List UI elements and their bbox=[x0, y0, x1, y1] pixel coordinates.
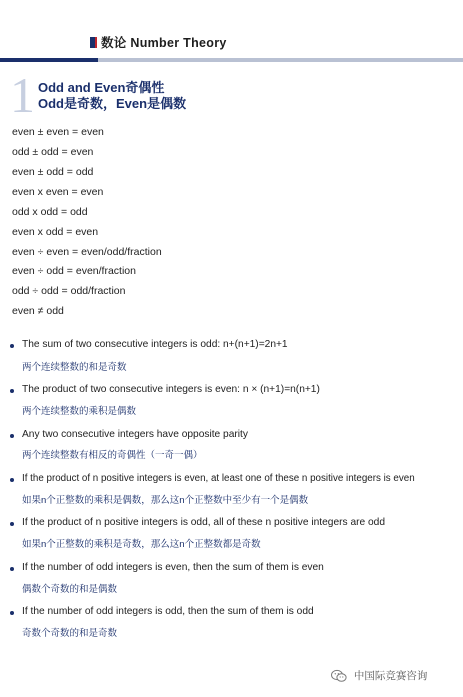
page-title: 数论 Number Theory bbox=[101, 36, 227, 50]
rule-line: odd x odd = odd bbox=[12, 206, 88, 218]
rule-line: odd ± odd = even bbox=[12, 146, 94, 158]
fact-chinese: 两个连续整数有相反的奇偶性（一奇一偶） bbox=[22, 450, 203, 461]
bullet-dot bbox=[10, 567, 14, 571]
rule-line: even ÷ odd = even/fraction bbox=[12, 265, 136, 277]
bullet-dot bbox=[10, 389, 14, 393]
fact-english: If the product of n positive integers is even, at least one of these n positive integers is even bbox=[22, 473, 415, 484]
fact-english: The sum of two consecutive integers is odd: n+(n+1)=2n+1 bbox=[22, 339, 288, 350]
fact-chinese: 两个连续整数的和是奇数 bbox=[22, 362, 127, 373]
section-title-chinese: Odd是奇数，Even是偶数 bbox=[38, 96, 187, 111]
bullet-dot bbox=[10, 478, 14, 482]
fact-english: The product of two consecutive integers is even: n × (n+1)=n(n+1) bbox=[22, 384, 320, 395]
section-number: 1 bbox=[10, 67, 35, 123]
header-rule-dark bbox=[0, 58, 98, 62]
rule-line: odd ÷ odd = odd/fraction bbox=[12, 285, 126, 297]
rule-line: even ± even = even bbox=[12, 126, 104, 138]
fact-chinese: 偶数个奇数的和是偶数 bbox=[22, 584, 118, 595]
header-mark-red bbox=[95, 37, 97, 48]
fact-chinese: 两个连续整数的乘积是偶数 bbox=[22, 406, 137, 417]
footer-text: 中国际竞赛咨询 bbox=[353, 670, 428, 682]
bullet-dot bbox=[10, 344, 14, 348]
fact-english: Any two consecutive integers have opposite parity bbox=[22, 429, 248, 440]
footer-watermark bbox=[331, 668, 427, 686]
bullet-dot bbox=[10, 434, 14, 438]
rule-line: even ± odd = odd bbox=[12, 166, 94, 178]
rule-line: even x odd = even bbox=[12, 226, 99, 238]
bullet-dot bbox=[10, 611, 14, 615]
fact-chinese: 奇数个奇数的和是奇数 bbox=[22, 628, 118, 639]
fact-chinese: 如果n个正整数的乘积是偶数，那么这n个正整数中至少有一个是偶数 bbox=[22, 495, 309, 506]
fact-english: If the number of odd integers is odd, then the sum of them is odd bbox=[22, 606, 314, 617]
rule-line: even ÷ even = even/odd/fraction bbox=[12, 246, 162, 258]
rule-line: even ≠ odd bbox=[12, 305, 64, 317]
bullet-dot bbox=[10, 522, 14, 526]
header-rule-light bbox=[98, 58, 463, 62]
section-title-english: Odd and Even奇偶性 bbox=[38, 80, 165, 95]
rule-line: even x even = even bbox=[12, 186, 104, 198]
page-header bbox=[0, 0, 463, 58]
fact-chinese: 如果n个正整数的乘积是奇数，那么这n个正整数都是奇数 bbox=[22, 539, 261, 550]
fact-english: If the product of n positive integers is odd, all of these n positive integers are odd bbox=[22, 517, 386, 528]
wechat-icon bbox=[331, 669, 347, 683]
fact-english: If the number of odd integers is even, then the sum of them is even bbox=[22, 562, 324, 573]
